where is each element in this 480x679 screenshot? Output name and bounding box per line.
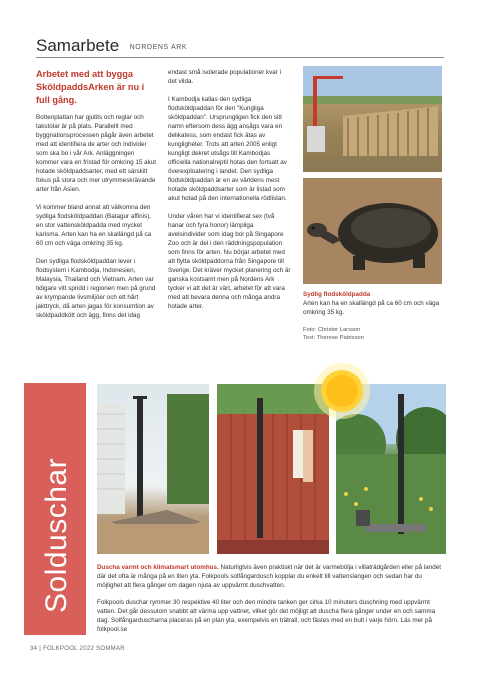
turtle-photo <box>303 178 442 284</box>
article-paragraph: Under våren har vi identifierat sex (två hanar och fyra honor) lämpliga avelsindivider som idag bor på Singapore Zoo och är del i den räddningspopulation som finns för arten. Nu börjar arbetet med att flytta sköldpaddorna från Singapore till Sverige. Det kräver mycket planering och är ganska kostsamt men på Nordens Ark tycker vi att det är värt, arbetet för att vara med att bevara denna och många andra hotade arter. <box>168 213 291 310</box>
construction-photo <box>303 66 442 172</box>
caption-title: Sydlig flodsköldpadda <box>303 291 371 298</box>
shower-photo-deck <box>97 384 209 554</box>
credits <box>303 326 443 342</box>
ad-body <box>97 563 446 642</box>
section-title: Samarbete <box>36 36 120 55</box>
page-header <box>36 36 444 58</box>
photo-caption <box>303 290 443 342</box>
section-subtitle: NORDENS ARK <box>129 44 188 51</box>
photo-credit: Foto: Christer Larsson <box>303 327 361 333</box>
article-paragraph: Den sydliga flodsköldpaddan lever i flodsystem i Kambodja, Indonesien, Malaysia, Thailand och Vietnam. Arten var tidigare vitt spridd i regionen men på grund av krympande livsmiljöer och ett hårt jakttryck, då arten jagas för konsumtion av sköldpaddkött och ägg, finns det idag <box>36 258 156 319</box>
article-paragraph: Vi kommer bland annat att välkomna den sydliga flodsköldpaddan (Batagur affinis), en stor vattensköldpadda med mycket karisma. Arten kan ha en skallängd på ca 60 cm och väga omkring 35 kg. <box>36 204 152 247</box>
article-paragraph: endast små isolerade populationer kvar i det vilda. <box>168 69 282 85</box>
caption-text: Arten kan ha en skallängd på ca 60 cm och väga omkring 35 kg. <box>303 300 440 316</box>
ad-side-panel <box>24 383 86 635</box>
text-credit: Text: Therese Patrixson <box>303 335 364 341</box>
ad-lead: Duscha varmt och klimatsmart utomhus. <box>97 564 219 571</box>
ad-paragraph-1-text: Naturligtvis även praktiskt när det är varmebölja i villaträdgården eller på landet där det ofta är många på en liten yta. Folkpools solfångardusch kopplar du enkelt till vattenslangen och sedan har du möjlighet att flera gånger om dagen njuta av uppvärmt duschvatten. <box>97 564 442 589</box>
article-paragraph: I Kambodja kallas den sydliga flodsköldpaddan för den "Kungliga sköldpaddan". Ursprungligen fick den sitt namn eftersom dess ägg ansågs vara en delikatess, som endast fick ätas av kungligheter. Trots att arten 2005 enligt kungligt dekret utsågs till Kambodjas officiella nationalreptil hotas den fortsatt av överexploatering i landet. Den sydliga flodsköldpaddan är en av världens mest hotade sköldpaddsarter som är listad som akut hotad på den internationella rödlistan. <box>168 96 287 202</box>
article-paragraph: Bottenplattan har gjutits och reglar och takstolar är på plats. Parallellt med byggnationsprocessen pågår även arbetet med att identifiera de arter och individer som ska bo i vår Ark. Anläggningen kommer vara en fristad för omkring 15 akut hotade sköldpaddsarter, med ett särskilt fokus på stora och mer utrymmeskrävande arter från Asien. <box>36 114 157 193</box>
ad-paragraph-1 <box>97 563 446 590</box>
ad-side-title: Solduschar <box>40 457 73 613</box>
sun-icon <box>313 362 371 420</box>
ad-paragraph-2: Folkpools duschar rymmer 30 respektive 40 liter och den mindre tanken ger cirka 10 minuters duschning med uppvärmt vatten. Det går dessutom snabbt att värma upp vattnet, vilket gör det möjligt att duscha flera gånger under en och samma dag. Solfångarduscharna placeras på en plan yta, exempelvis en trätrall, och fästes med en bult i varje hörn. Läs mer på folkpool.se <box>97 599 436 633</box>
article-column-2 <box>168 68 291 320</box>
article-headline: Arbetet med att bygga SköldpaddsArken är nu i full gång. <box>36 69 145 105</box>
article-column-1 <box>36 68 157 329</box>
page-footer: 34 | FOLKPOOL 2022 SOMMAR <box>30 646 125 652</box>
